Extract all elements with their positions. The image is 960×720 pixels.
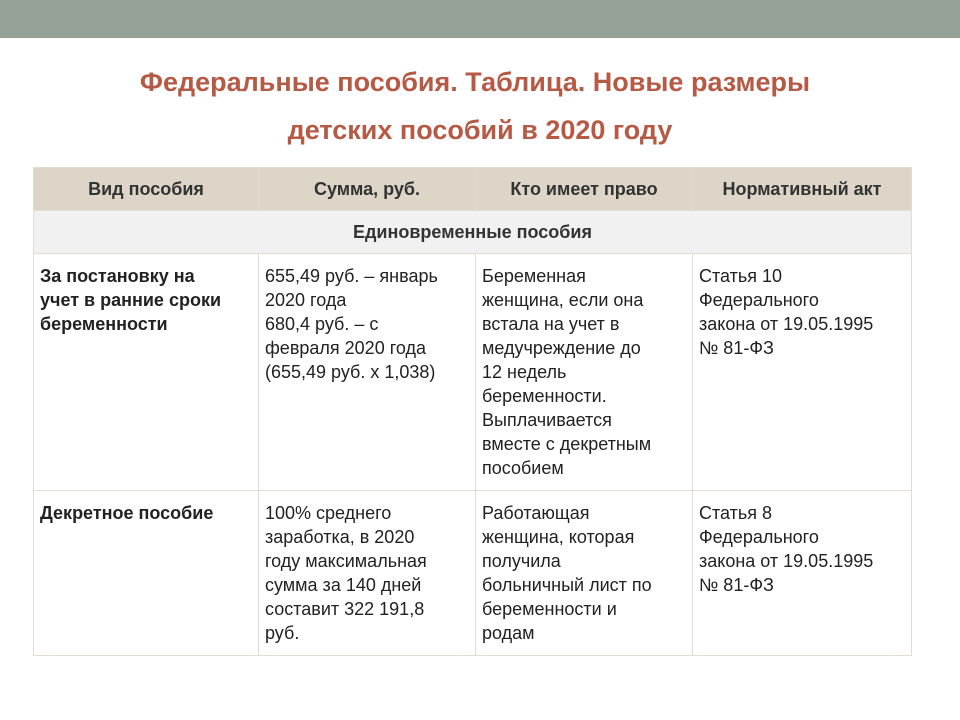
benefit-name: За постановку на учет в ранние сроки беременности bbox=[40, 266, 222, 334]
benefits-table bbox=[33, 167, 912, 656]
table-header-row bbox=[34, 168, 912, 211]
benefit-name: Декретное пособие bbox=[40, 503, 214, 523]
top-decorative-bar bbox=[0, 0, 960, 38]
header-amount: Сумма, руб. bbox=[259, 168, 476, 211]
benefit-name-cell bbox=[34, 254, 259, 491]
legal-act-text: Статья 10 Федерального закона от 19.05.1995 № 81-ФЗ bbox=[699, 266, 874, 358]
eligibility-text: Беременная женщина, если она встала на учет в медучреждение до 12 недель беременности. Выплачивается вместе с декретным пособием bbox=[482, 266, 652, 478]
amount-text: 100% среднего заработка, в 2020 году максимальная сумма за 140 дней составит 322 191,8 руб. bbox=[265, 503, 427, 643]
title-line-1: Федеральные пособия. Таблица. Новые размеры bbox=[139, 67, 811, 97]
amount-cell bbox=[259, 254, 476, 491]
legal-act-cell bbox=[693, 491, 912, 656]
slide-title bbox=[40, 58, 920, 154]
header-benefit-type: Вид пособия bbox=[34, 168, 259, 211]
amount-text: 655,49 руб. – январь 2020 года 680,4 руб. – с февраля 2020 года (655,49 руб. х 1,038) bbox=[265, 266, 438, 382]
eligibility-cell bbox=[476, 491, 693, 656]
benefit-name-cell bbox=[34, 491, 259, 656]
header-eligibility: Кто имеет право bbox=[476, 168, 693, 211]
section-row bbox=[34, 211, 912, 254]
eligibility-cell bbox=[476, 254, 693, 491]
table-row bbox=[34, 491, 912, 656]
legal-act-text: Статья 8 Федерального закона от 19.05.1995 № 81-ФЗ bbox=[699, 503, 874, 595]
legal-act-cell bbox=[693, 254, 912, 491]
eligibility-text: Работающая женщина, которая получила больничный лист по беременности и родам bbox=[482, 503, 652, 643]
table-row bbox=[34, 254, 912, 491]
section-label: Единовременные пособия bbox=[34, 211, 912, 254]
amount-cell bbox=[259, 491, 476, 656]
title-line-2: детских пособий в 2020 году bbox=[287, 115, 673, 145]
header-legal-act: Нормативный акт bbox=[693, 168, 912, 211]
